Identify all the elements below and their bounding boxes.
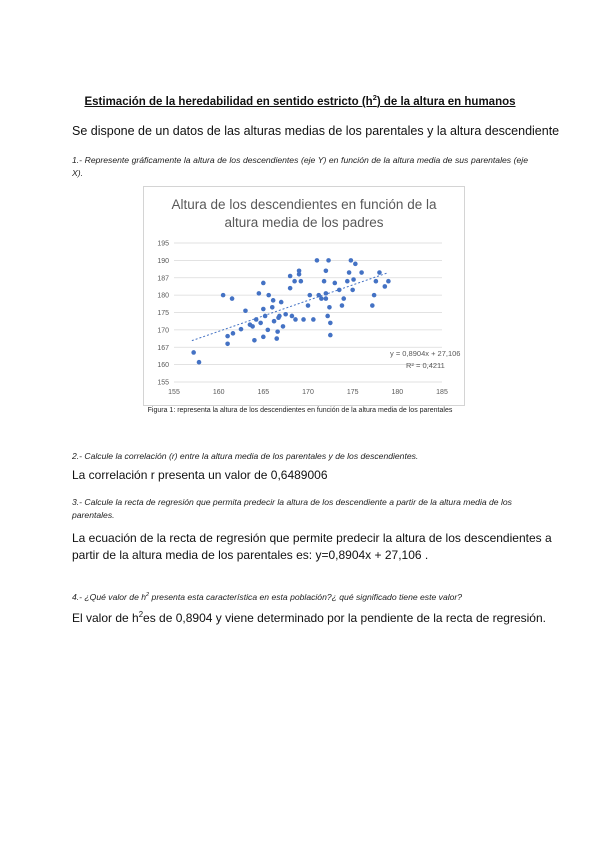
- data-point: [347, 270, 352, 275]
- data-point: [266, 328, 271, 333]
- data-point: [221, 293, 226, 298]
- data-point: [324, 296, 329, 301]
- data-point: [383, 284, 388, 289]
- x-tick-label: 185: [436, 389, 448, 396]
- r-squared-label: R² = 0,4211: [406, 361, 445, 370]
- data-point: [307, 293, 312, 298]
- data-point: [324, 291, 329, 296]
- data-point: [266, 293, 271, 298]
- y-axis-ticks: [157, 241, 169, 387]
- chart-gridlines: [174, 243, 442, 382]
- data-point: [292, 279, 297, 284]
- x-tick-label: 155: [168, 389, 180, 396]
- answer-4-superscript: 2: [138, 610, 144, 619]
- data-point: [349, 258, 354, 263]
- data-point: [283, 312, 288, 317]
- data-point: [350, 288, 355, 293]
- data-point: [337, 288, 342, 293]
- data-point: [290, 314, 295, 319]
- data-point: [301, 317, 306, 322]
- data-point: [250, 324, 255, 329]
- answer-4: [72, 606, 546, 627]
- chart-svg: [144, 187, 464, 405]
- data-point: [274, 336, 279, 341]
- data-point: [374, 279, 379, 284]
- data-point: [261, 335, 266, 340]
- answer-3-line-1: La ecuación de la recta de regresión que permite predecir la altura de los descendientes a: [72, 531, 552, 545]
- data-point: [315, 258, 320, 263]
- x-tick-label: 160: [212, 389, 225, 396]
- data-point: [271, 298, 276, 303]
- data-point: [319, 296, 324, 301]
- data-point: [261, 307, 266, 312]
- question-4-superscript: 2: [146, 592, 150, 598]
- data-point: [261, 281, 266, 286]
- data-point: [299, 279, 304, 284]
- document-title: [0, 93, 600, 108]
- data-point: [243, 308, 248, 313]
- data-point: [288, 274, 293, 279]
- data-point: [277, 314, 282, 319]
- data-point: [351, 277, 356, 282]
- data-point: [372, 293, 377, 298]
- data-point: [225, 334, 230, 339]
- data-point: [293, 317, 298, 322]
- trendline-equation: y = 0,8904x + 27,106: [390, 349, 461, 358]
- data-point: [225, 341, 230, 346]
- chart-title-line-1: Altura de los descendientes en función de la: [171, 197, 437, 212]
- data-point: [386, 279, 391, 284]
- data-point: [297, 269, 302, 274]
- x-tick-label: 165: [257, 389, 270, 396]
- data-point: [239, 327, 244, 332]
- data-point: [306, 303, 311, 308]
- data-point: [322, 279, 327, 284]
- title-text: Estimación de la heredabilidad en sentido estricto (h: [84, 95, 373, 108]
- data-point: [328, 321, 333, 326]
- answer-2: La correlación r presenta un valor de 0,6489006: [72, 468, 328, 482]
- data-point: [272, 319, 277, 324]
- data-point: [341, 296, 346, 301]
- data-point: [326, 258, 331, 263]
- y-tick-label: 190: [157, 257, 169, 265]
- question-3: 3.- Calcule la recta de regresión que permita predecir la altura de los descendiente a partir de la altura media de los parentales.: [72, 497, 512, 520]
- scatter-chart: [143, 186, 465, 406]
- data-point: [377, 270, 382, 275]
- data-point: [311, 317, 316, 322]
- data-point: [191, 350, 196, 355]
- data-point: [258, 321, 263, 326]
- data-point: [254, 317, 259, 322]
- answer-4-text: El valor de h: [72, 611, 139, 625]
- question-4-text-end: presenta esta característica en esta población?¿ qué significado tiene este valor?: [149, 591, 463, 602]
- data-point: [231, 331, 236, 336]
- data-point: [324, 269, 329, 274]
- answer-3-line-2: partir de la altura media de los parentales es: y=0,8904x + 27,106 .: [72, 548, 429, 562]
- question-2: 2.- Calcule la correlación (r) entre la altura media de los parentales y de los descendientes.: [72, 451, 419, 461]
- title-text-end: ) de la altura en humanos: [376, 95, 516, 108]
- data-point: [345, 279, 350, 284]
- x-tick-label: 175: [346, 389, 359, 396]
- data-point: [252, 338, 257, 343]
- data-point: [281, 324, 286, 329]
- data-point: [257, 291, 262, 296]
- x-tick-label: 170: [302, 389, 314, 396]
- data-point: [275, 329, 280, 334]
- data-point: [270, 305, 275, 310]
- question-4: [72, 589, 462, 604]
- data-point: [333, 281, 338, 286]
- y-tick-label: 167: [157, 344, 169, 352]
- trendline: [192, 273, 389, 341]
- data-point: [327, 305, 332, 310]
- title-superscript: 2: [372, 93, 377, 102]
- data-point: [353, 262, 358, 267]
- x-axis-ticks: [168, 389, 448, 396]
- y-tick-label: 195: [157, 240, 169, 248]
- data-point: [359, 270, 364, 275]
- question-1: 1.- Represente gráficamente la altura de los descendientes (eje Y) en función de la altura media de sus parentales (eje X).: [72, 155, 528, 178]
- y-tick-label: 175: [157, 310, 169, 317]
- intro-paragraph: Se dispone de un datos de las alturas medias de los parentales y la altura descendiente: [72, 124, 560, 138]
- data-point: [370, 303, 375, 308]
- data-point: [263, 314, 268, 319]
- answer-4-text-end: es de 0,8904 y viene determinado por la pendiente de la recta de regresión.: [143, 611, 546, 625]
- chart-title-line-2: altura media de los padres: [224, 215, 384, 230]
- data-point: [325, 314, 330, 319]
- data-point: [279, 300, 284, 305]
- y-tick-label: 160: [157, 362, 169, 370]
- question-4-text: 4.- ¿Qué valor de h: [72, 591, 147, 602]
- data-point: [230, 296, 235, 301]
- data-point: [197, 360, 202, 365]
- x-tick-label: 180: [391, 389, 404, 396]
- y-tick-label: 170: [157, 327, 169, 335]
- y-tick-label: 187: [157, 275, 169, 283]
- y-tick-label: 155: [157, 379, 169, 387]
- y-tick-label: 180: [157, 292, 169, 300]
- data-point: [328, 333, 333, 338]
- data-point: [340, 303, 345, 308]
- data-point: [288, 286, 293, 291]
- figure-caption: Figura 1: representa la altura de los descendientes en función de la altura media de los parentales: [147, 407, 453, 414]
- data-points: [191, 258, 390, 364]
